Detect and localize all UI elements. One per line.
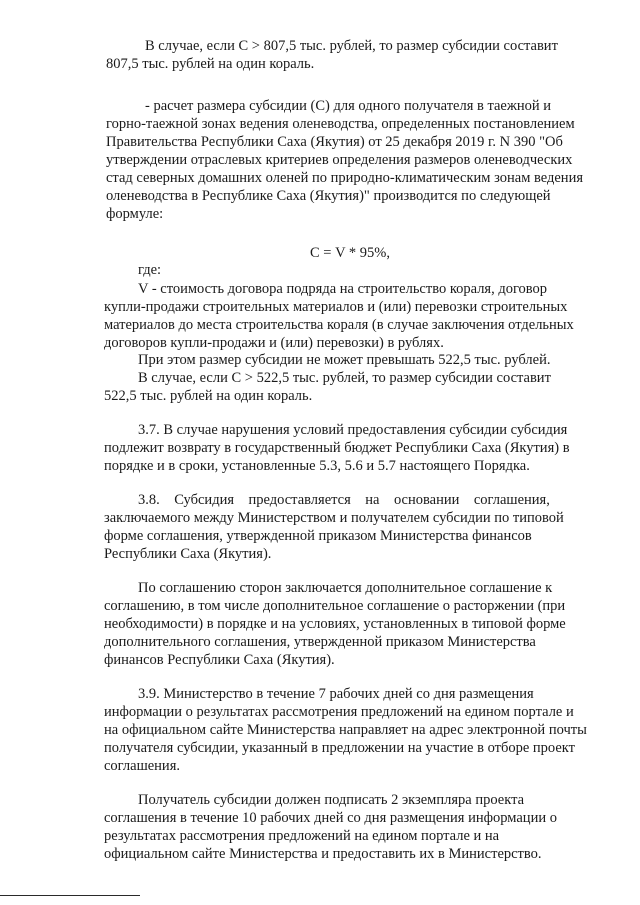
text-line: форме соглашения, утвержденной приказом Министерства финансов [104,528,532,544]
text-line: официальном сайте Министерства и предоставить их в Министерство. [104,846,542,862]
text-line: Правительства Республики Саха (Якутия) от 25 декабря 2019 г. N 390 "Об [106,134,563,150]
text-line: В случае, если С > 522,5 тыс. рублей, то размер субсидии составит [138,370,551,386]
text-line: получателя субсидии, указанный в предложении на участие в отборе проект [104,740,575,756]
text-line: Получатель субсидии должен подписать 2 экземпляра проекта [138,792,525,808]
text-line: В случае, если С > 807,5 тыс. рублей, то размер субсидии составит [145,38,558,54]
text-line: соглашению, в том числе дополнительное соглашение о расторжении (при [104,598,566,614]
footnote-separator [0,895,140,896]
text-line: дополнительного соглашения, утвержденной приказом Министерства [104,634,536,650]
text-line: на официальном сайте Министерства направляет на адрес электронной почты [104,722,587,738]
text-line: 522,5 тыс. рублей на один кораль. [104,388,313,404]
text-line: 807,5 тыс. рублей на один кораль. [106,56,315,72]
text-line: подлежит возврату в государственный бюджет Республики Саха (Якутия) в [104,440,570,456]
text-line: - расчет размера субсидии (С) для одного получателя в таежной и [145,98,552,114]
text-line: стад северных домашних оленей по природно-климатическим зонам ведения [106,170,583,186]
text-line: 3.9. Министерство в течение 7 рабочих дней со дня размещения [138,686,534,702]
text-line: По соглашению сторон заключается дополнительное соглашение к [138,580,553,596]
text-line: соглашения. [104,758,180,774]
text-line: необходимости) в порядке и на условиях, установленных в типовой форме [104,616,566,632]
text-line: где: [138,262,162,278]
text-line: утверждении отраслевых критериев определения размеров оленеводческих [106,152,573,168]
text-line: порядке и в сроки, установленные 5.3, 5.6 и 5.7 настоящего Порядка. [104,458,530,474]
text-line: 3.8. Субсидия предоставляется на основании соглашения, [138,492,550,508]
formula: С = V * 95%, [310,245,391,261]
text-line: информации о результатах рассмотрения предложений на едином портале и [104,704,574,720]
text-line: оленеводства в Республике Саха (Якутия)" производится по следующей [106,188,551,204]
text-line: финансов Республики Саха (Якутия). [104,652,335,668]
text-line: 3.7. В случае нарушения условий предоставления субсидии субсидия [138,422,568,438]
text-line: материалов до места строительства кораля (в случае заключения отдельных [104,317,574,333]
text-line: При этом размер субсидии не может превышать 522,5 тыс. рублей. [138,352,551,368]
text-line: формуле: [106,206,164,222]
text-line: купли-продажи строительных материалов и (или) перевозки строительных [104,299,568,315]
text-line: горно-таежной зонах ведения оленеводства, определенных постановлением [106,116,575,132]
text-line: договоров купли-продажи и (или) перевозки) в рублях. [104,335,444,351]
text-line: V - стоимость договора подряда на строительство кораля, договор [138,281,548,297]
text-line: заключаемого между Министерством и получателем субсидии по типовой [104,510,564,526]
text-line: результатах рассмотрения предложений на едином портале и на [104,828,500,844]
text-line: соглашения в течение 10 рабочих дней со дня размещения информации о [104,810,557,826]
text-line: Республики Саха (Якутия). [104,546,272,562]
